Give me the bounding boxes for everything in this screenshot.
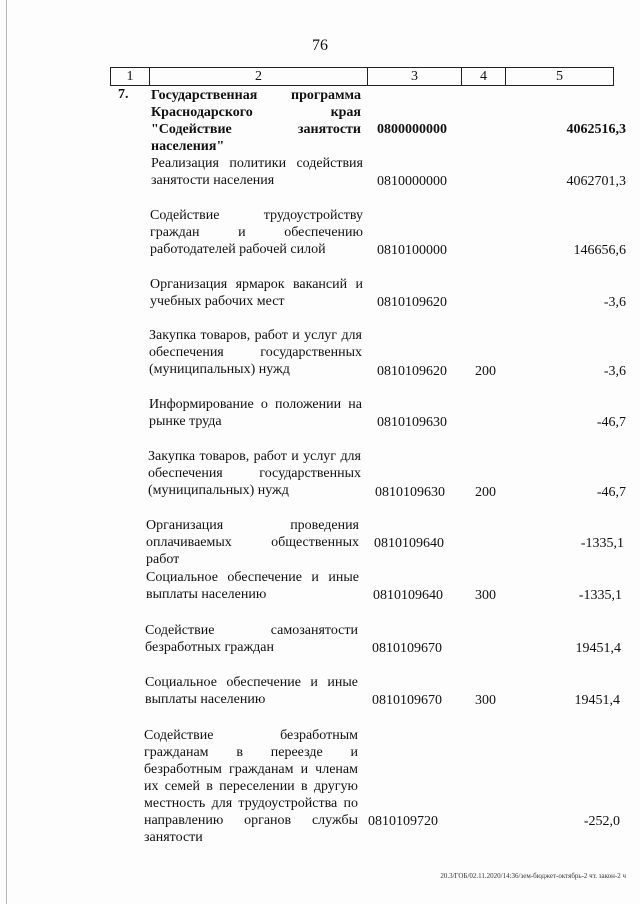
header-col-2: 2 (149, 68, 367, 85)
row-amount: 4062516,3 (566, 122, 626, 137)
row-description: Социальное обеспечение и иные выплаты населению (146, 570, 359, 602)
row-code: 0810109640 (374, 536, 444, 551)
row-amount: -46,7 (596, 485, 626, 500)
document-footer-stamp: 20.3/ГОБ/02.11.2020/14:36/зем-бюджет-октябрь-2 чт. закон-2 ч (440, 872, 626, 880)
row-description: Организация ярмарок вакансий и учебных рабочих мест (150, 277, 363, 309)
row-description: Реализация политики содействия занятости населения (151, 156, 363, 188)
row-description: Закупка товаров, работ и услуг для обеспечения государственных (муниципальных) нужд (148, 449, 361, 498)
table-header (110, 67, 614, 86)
row-amount: 4062701,3 (566, 174, 626, 189)
row-amount: -252,0 (583, 814, 620, 829)
row-description: Закупка товаров, работ и услуг для обеспечения государственных (муниципальных) нужд (149, 328, 362, 377)
row-type: 200 (475, 485, 496, 500)
section-number: 7. (118, 87, 129, 102)
row-code: 0810100000 (377, 243, 447, 258)
row-code: 0810109630 (377, 415, 447, 430)
header-col-1: 1 (126, 69, 134, 84)
row-description: Содействие безработным гражданам в переезде и безработным гражданам и членам их семей в переселении в другую местность для трудоустройства по направлению органов службы занятости (144, 728, 358, 845)
row-amount: -46,7 (596, 415, 626, 430)
row-code: 0810109640 (373, 588, 443, 603)
row-code: 0800000000 (377, 122, 447, 137)
row-description: Содействие трудоустройству граждан и обеспечению работодателей рабочей силой (150, 208, 363, 257)
row-code: 0810109620 (377, 295, 447, 310)
row-code: 0810109670 (372, 693, 442, 708)
row-amount: 19451,4 (575, 641, 621, 656)
row-amount: -1335,1 (580, 536, 624, 551)
row-code: 0810109630 (375, 485, 445, 500)
row-amount: -1335,1 (578, 588, 622, 603)
row-type: 200 (475, 364, 496, 379)
scan-edge-line (6, 0, 7, 904)
row-description: Содействие самозанятости безработных граждан (145, 623, 358, 655)
row-description: Информирование о положении на рынке труда (149, 397, 362, 429)
row-description: Организация проведения оплачиваемых общественных работ (146, 518, 359, 567)
row-description: Государственная программа Краснодарского края "Содействие занятости населения" (151, 88, 361, 154)
row-amount: 19451,4 (574, 693, 620, 708)
row-amount: -3,6 (603, 364, 626, 379)
header-col-5: 5 (505, 68, 613, 85)
row-type: 300 (475, 693, 496, 708)
row-amount: 146656,6 (573, 243, 626, 258)
row-amount: -3,6 (603, 295, 626, 310)
row-code: 0810000000 (377, 174, 447, 189)
row-code: 0810109670 (372, 641, 442, 656)
row-code: 0810109720 (368, 814, 438, 829)
row-description: Социальное обеспечение и иные выплаты населению (145, 675, 358, 707)
row-code: 0810109620 (377, 364, 447, 379)
row-type: 300 (475, 588, 496, 603)
header-col-4: 4 (461, 68, 505, 85)
page-number: 76 (312, 37, 328, 54)
header-col-3: 3 (367, 68, 461, 85)
